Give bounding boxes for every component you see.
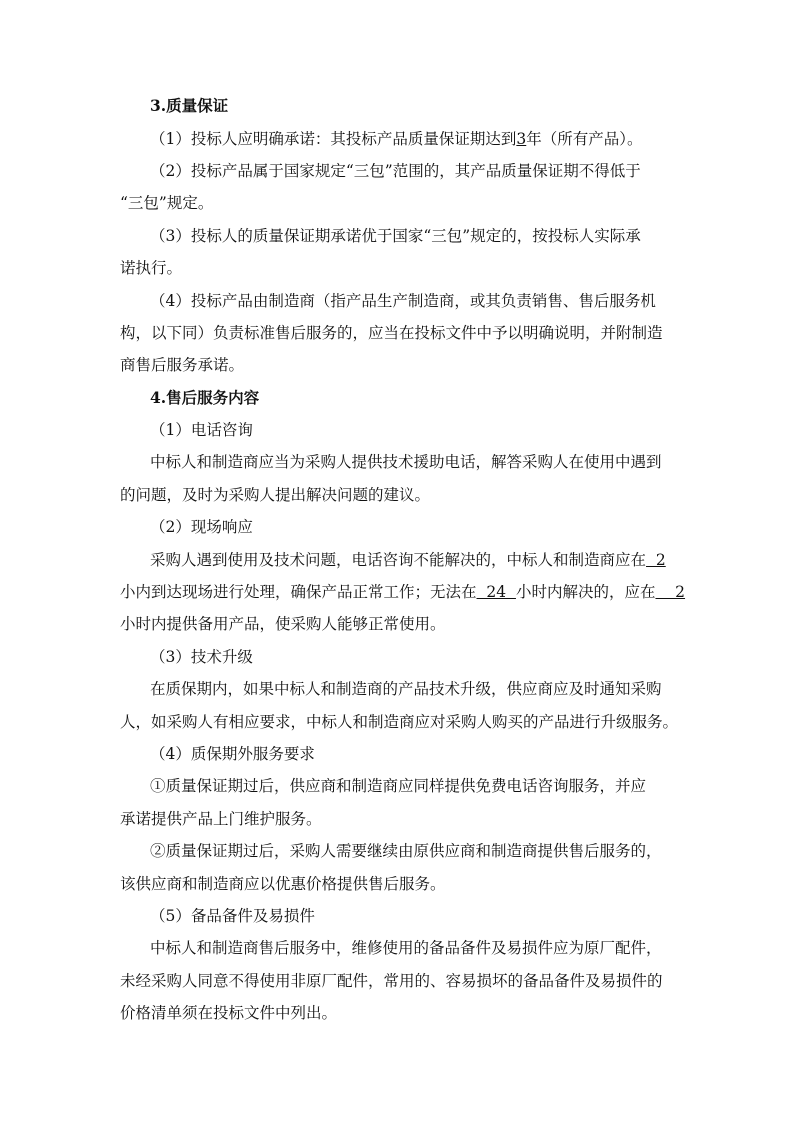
subsection-5-line-2: 未经采购人同意不得使用非原厂配件，常用的、容易损坏的备品备件及易损件的	[120, 972, 663, 990]
subsection-3-line-2: 人，如采购人有相应要求，中标人和制造商应对采购人购买的产品进行升级服务。	[120, 713, 679, 731]
section-3-paragraph-2-line-1: （2）投标产品属于国家规定“三包”范围的，其产品质量保证期不得低于	[150, 162, 641, 180]
arrival-hours-value: 2	[646, 551, 666, 569]
subsection-1-line-2: 的问题，及时为采购人提出解决问题的建议。	[120, 486, 431, 504]
section-3-paragraph-4-line-1: （4）投标产品由制造商（指产品生产制造商，或其负责销售、售后服务机	[150, 292, 656, 310]
section-3-paragraph-2-line-2: “三包”规定。	[120, 194, 214, 212]
subsection-3-line-1: 在质保期内，如果中标人和制造商的产品技术升级，供应商应及时通知采购	[150, 680, 662, 698]
section-3-paragraph-1: （1）投标人应明确承诺：其投标产品质量保证期达到3年（所有产品）。	[150, 130, 643, 148]
section-3-paragraph-3-line-1: （3）投标人的质量保证期承诺优于国家“三包”规定的，按投标人实际承	[150, 227, 641, 245]
subsection-4-item-1-line-2: 承诺提供产品上门维护服务。	[120, 810, 322, 828]
subsection-2-line-1: 采购人遇到使用及技术问题，电话咨询不能解决的，中标人和制造商应在 2	[150, 551, 666, 569]
warranty-years-value: 3	[516, 130, 527, 148]
subsection-3-title: （3）技术升级	[150, 648, 253, 666]
section-3-paragraph-4-line-2: 构，以下同）负责标准售后服务的，应当在投标文件中予以明确说明，并附制造	[120, 324, 663, 342]
subsection-4-item-2-line-2: 该供应商和制造商应以优惠价格提供售后服务。	[120, 875, 446, 893]
subsection-1-title: （1）电话咨询	[150, 421, 253, 439]
subsection-2-line-3: 小时内提供备用产品，使采购人能够正常使用。	[120, 615, 446, 633]
subsection-2-line-2: 小内到达现场进行处理，确保产品正常工作；无法在 24 小时内解决的，应在 2	[120, 583, 686, 601]
resolve-hours-value: 24	[476, 583, 516, 601]
section-4-heading: 4.售后服务内容	[150, 388, 260, 407]
subsection-5-line-1: 中标人和制造商售后服务中，维修使用的备品备件及易损件应为原厂配件，	[150, 939, 662, 957]
subsection-5-title: （5）备品备件及易损件	[150, 907, 315, 925]
subsection-4-title: （4）质保期外服务要求	[150, 745, 315, 763]
subsection-4-item-1-line-1: ①质量保证期过后，供应商和制造商应同样提供免费电话咨询服务，并应	[150, 777, 647, 795]
subsection-2-title: （2）现场响应	[150, 518, 253, 536]
section-3-paragraph-3-line-2: 诺执行。	[120, 259, 183, 277]
subsection-5-line-3: 价格清单须在投标文件中列出。	[120, 1004, 338, 1022]
subsection-1-line-1: 中标人和制造商应当为采购人提供技术援助电话，解答采购人在使用中遇到	[150, 453, 662, 471]
subsection-4-item-2-line-1: ②质量保证期过后，采购人需要继续由原供应商和制造商提供售后服务的，	[150, 842, 662, 860]
section-3-heading: 3.质量保证	[150, 96, 229, 115]
backup-hours-value: 2	[655, 583, 686, 601]
section-3-paragraph-4-line-3: 商售后服务承诺。	[120, 356, 245, 374]
